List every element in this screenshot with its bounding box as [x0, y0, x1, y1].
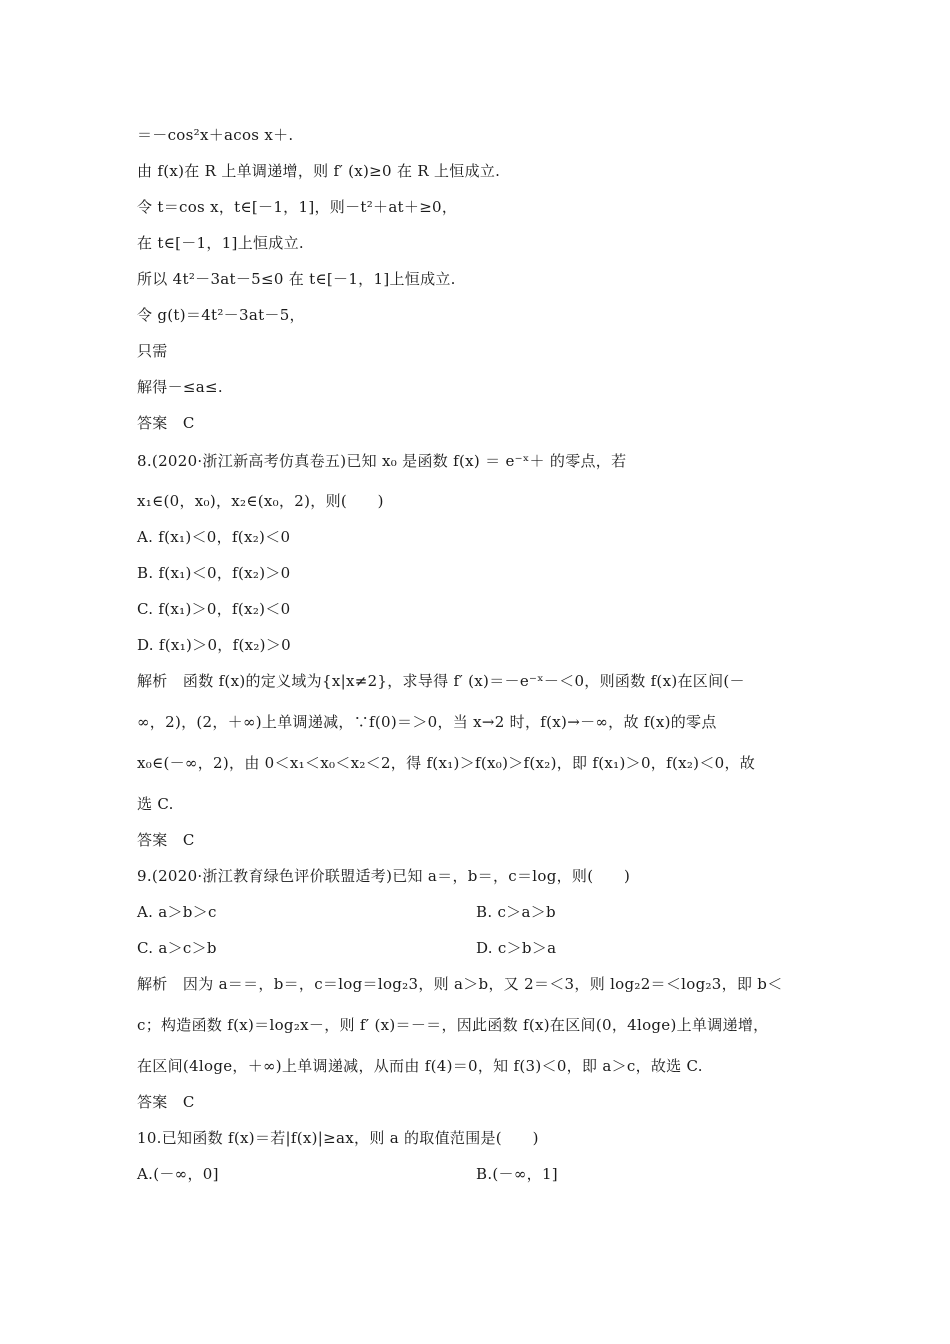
- question-10-stem: 10.已知函数 f(x)＝若|f(x)|≥ax，则 a 的取值范围是( ): [137, 1129, 539, 1147]
- answer-line: 答案 C: [137, 1093, 195, 1111]
- text-line: 只需: [137, 342, 168, 360]
- analysis-line: 解析 函数 f(x)的定义域为{x|x≠2}，求导得 f′ (x)＝－e⁻ˣ－＜0，则函数 f(x)在区间(－: [137, 672, 745, 690]
- analysis-line: 解析 因为 a＝＝，b＝，c＝log＝log₂3，则 a＞b，又 2＝＜3，则 log₂2＝＜log₂3，即 b＜: [137, 975, 783, 993]
- text-line: 在 t∈[－1，1]上恒成立.: [137, 234, 304, 252]
- analysis-line: c；构造函数 f(x)＝log₂x－，则 f′ (x)＝－＝，因此函数 f(x)在区间(0，4loge)上单调递增，: [137, 1016, 769, 1034]
- option-a: A. f(x₁)＜0，f(x₂)＜0: [137, 528, 291, 546]
- text-line: ＝－cos²x＋acos x＋.: [137, 126, 294, 144]
- analysis-line: 选 C.: [137, 795, 174, 813]
- option-d: D. c＞b＞a: [476, 939, 557, 957]
- text-line: 令 t＝cos x，t∈[－1，1]，则－t²＋at＋≥0，: [137, 198, 458, 216]
- option-a: A. a＞b＞c: [137, 903, 217, 921]
- option-d: D. f(x₁)＞0，f(x₂)＞0: [137, 636, 291, 654]
- question-8-stem: x₁∈(0，x₀)，x₂∈(x₀，2)，则( ): [137, 492, 384, 510]
- analysis-line: x₀∈(－∞，2)，由 0＜x₁＜x₀＜x₂＜2，得 f(x₁)＞f(x₀)＞f(x₂)，即 f(x₁)＞0，f(x₂)＜0，故: [137, 754, 756, 772]
- option-c: C. a＞c＞b: [137, 939, 217, 957]
- text-line: 令 g(t)＝4t²－3at－5，: [137, 306, 305, 324]
- option-b: B.(－∞，1]: [476, 1165, 558, 1183]
- text-line: 解得－≤a≤.: [137, 378, 223, 396]
- text-line: 所以 4t²－3at－5≤0 在 t∈[－1，1]上恒成立.: [137, 270, 456, 288]
- analysis-line: 在区间(4loge，＋∞)上单调递减，从而由 f(4)＝0，知 f(3)＜0，即 a＞c，故选 C.: [137, 1057, 703, 1075]
- question-8-stem: 8.(2020·浙江新高考仿真卷五)已知 x₀ 是函数 f(x) ＝ e⁻ˣ＋ 的零点，若: [137, 452, 627, 470]
- analysis-line: ∞，2)，(2，＋∞)上单调递减，∵f(0)＝＞0，当 x→2 时，f(x)→－∞，故 f(x)的零点: [137, 713, 717, 731]
- option-b: B. f(x₁)＜0，f(x₂)＞0: [137, 564, 291, 582]
- option-a: A.(－∞，0]: [137, 1165, 219, 1183]
- answer-line: 答案 C: [137, 831, 195, 849]
- option-b: B. c＞a＞b: [476, 903, 556, 921]
- answer-line: 答案 C: [137, 414, 195, 432]
- text-line: 由 f(x)在 R 上单调递增，则 f′ (x)≥0 在 R 上恒成立.: [137, 162, 501, 180]
- option-c: C. f(x₁)＞0，f(x₂)＜0: [137, 600, 291, 618]
- question-9-stem: 9.(2020·浙江教育绿色评价联盟适考)已知 a＝，b＝，c＝log，则( ): [137, 867, 631, 885]
